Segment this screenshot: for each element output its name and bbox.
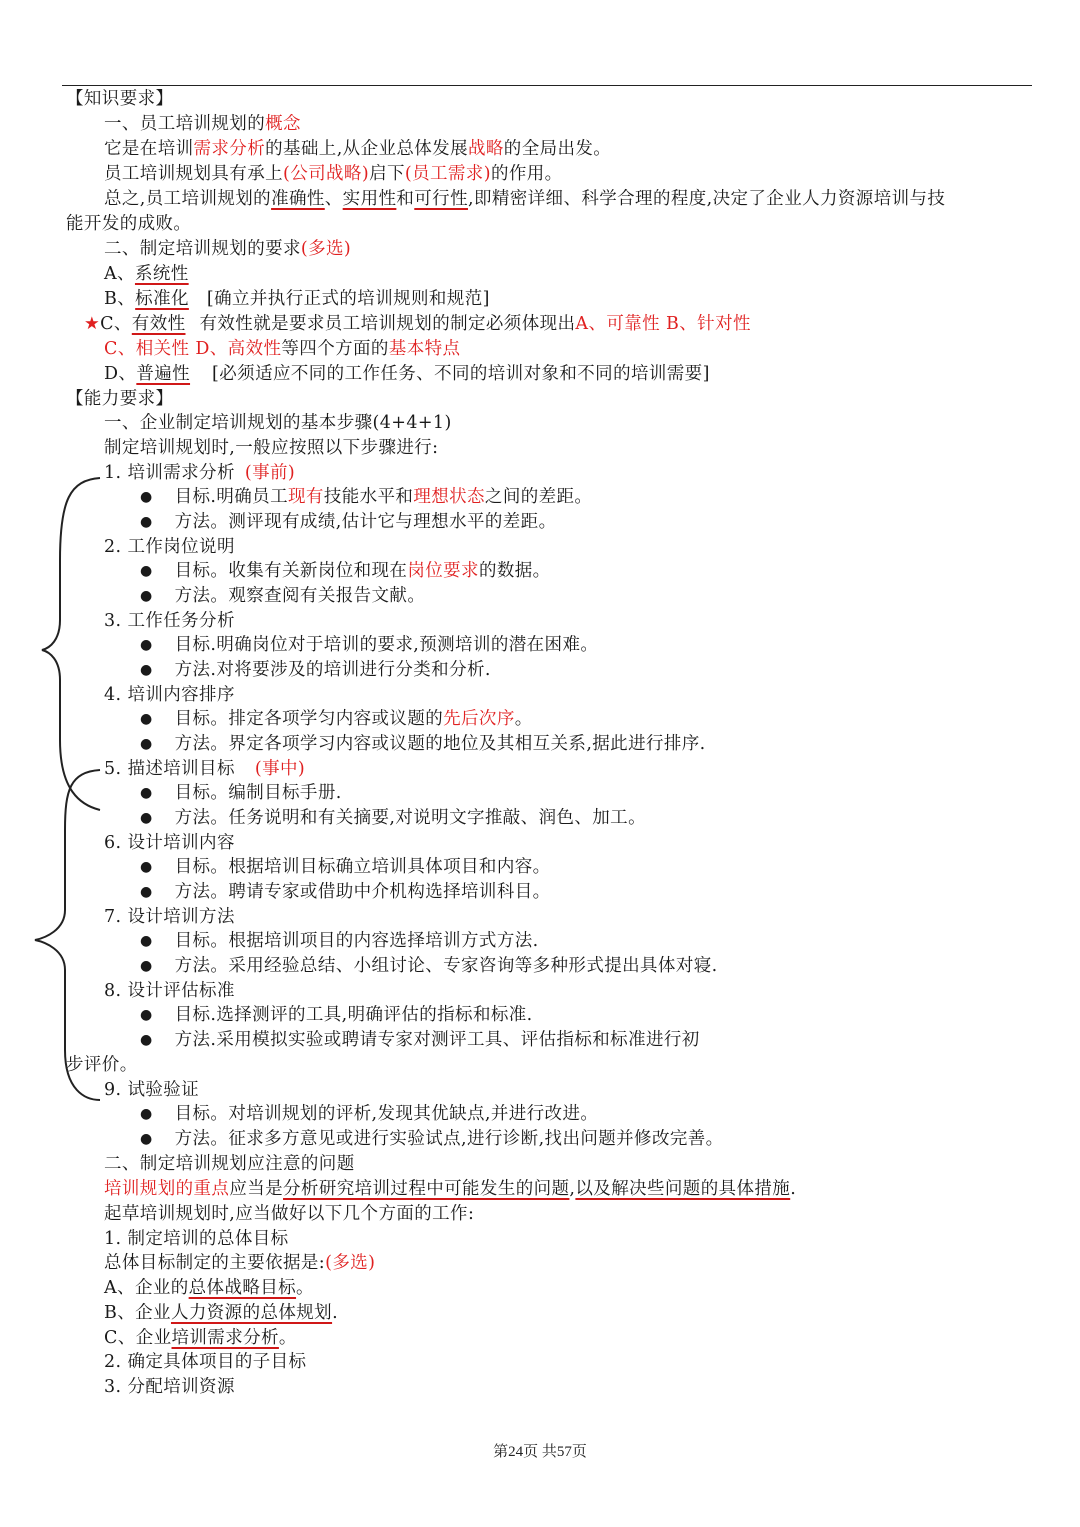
a2-line-4: 总体目标制定的主要依据是:(多选): [104, 1253, 376, 1273]
step-2-title: 2. 工作岗位说明: [104, 537, 235, 557]
step-1-method: ● 方法。测评现有成绩,估计它与理想水平的差距。: [140, 512, 557, 532]
step-8-method-cont: 步评价。: [66, 1055, 138, 1075]
bullet-icon: ●: [140, 736, 153, 752]
k1-line-2: 员工培训规划具有承上(公司战略)启下(员工需求)的作用。: [104, 164, 563, 184]
a1-intro: 制定培训规划时,一般应按照以下步骤进行:: [104, 438, 439, 458]
step-1-title: 1. 培训需求分析 (事前): [104, 463, 296, 483]
k2-item-c-cont: C、相关性 D、高效性等四个方面的基本特点: [104, 339, 461, 359]
bullet-icon: ●: [140, 662, 153, 678]
step-2-method: ● 方法。观察查阅有关报告文献。: [140, 586, 426, 606]
step-6-goal: ● 目标。根据培训目标确立培训具体项目和内容。: [140, 857, 551, 877]
step-4-method: ● 方法。界定各项学习内容或议题的地位及其相互关系,据此进行排序.: [140, 734, 706, 754]
step-3-goal: ● 目标.明确岗位对于培训的要求,预测培训的潜在困难。: [140, 635, 599, 655]
k2-item-c: ★C、有效性 有效性就是要求员工培训规划的制定必须体现出A、可靠性 B、针对性: [84, 314, 751, 334]
k1-title: 一、员工培训规划的概念: [104, 114, 301, 134]
bullet-icon: ●: [140, 1032, 153, 1048]
bullet-icon: ●: [140, 1007, 153, 1023]
a2-item-b: B、企业人力资源的总体规划.: [104, 1303, 339, 1323]
bullet-icon: ●: [140, 563, 153, 579]
step-5-method: ● 方法。任务说明和有关摘要,对说明文字推敲、润色、加工。: [140, 808, 646, 828]
k2-item-a: A、系统性: [104, 264, 189, 284]
k2-item-b: B、标准化 [确立并执行正式的培训规则和规范]: [104, 289, 490, 309]
a2-line-2: 起草培训规划时,应当做好以下几个方面的工作:: [104, 1204, 475, 1224]
step-7-method: ● 方法。采用经验总结、小组讨论、专家咨询等多种形式提出具体对寝.: [140, 956, 718, 976]
step-7-title: 7. 设计培训方法: [104, 907, 235, 927]
step-9-title: 9. 试验验证: [104, 1080, 200, 1100]
step-5-title: 5. 描述培训目标 (事中): [104, 759, 306, 779]
a2-item-c: C、企业培训需求分析。: [104, 1328, 297, 1348]
a2-line-5: 2. 确定具体项目的子目标: [104, 1352, 307, 1372]
star-icon: ★: [84, 314, 101, 334]
bullet-icon: ●: [140, 958, 153, 974]
bullet-icon: ●: [140, 859, 153, 875]
section-heading-ability: 【能力要求】: [66, 389, 174, 409]
bullet-icon: ●: [140, 1106, 153, 1122]
bullet-icon: ●: [140, 810, 153, 826]
a2-line-3: 1. 制定培训的总体目标: [104, 1229, 289, 1249]
a2-item-a: A、企业的总体战略目标。: [104, 1278, 314, 1298]
step-5-goal: ● 目标。编制目标手册.: [140, 783, 342, 803]
step-6-title: 6. 设计培训内容: [104, 833, 235, 853]
bullet-icon: ●: [140, 785, 153, 801]
k2-item-d: D、普遍性 [必须适应不同的工作任务、不同的培训对象和不同的培训需要]: [104, 364, 710, 384]
step-8-method: ● 方法.采用模拟实验或聘请专家对测评工具、评估指标和标准进行初: [140, 1030, 700, 1050]
bullet-icon: ●: [140, 514, 153, 530]
bullet-icon: ●: [140, 1131, 153, 1147]
page-number-footer: 第24页 共57页: [493, 1444, 587, 1460]
a1-title: 一、企业制定培训规划的基本步骤(4+4+1): [104, 413, 452, 433]
k1-line-3: 总之,员工培训规划的准确性、实用性和可行性,即精密详细、科学合理的程度,决定了企业人力资源培训与技: [104, 189, 946, 209]
bullet-icon: ●: [140, 884, 153, 900]
step-8-title: 8. 设计评估标准: [104, 981, 235, 1001]
k2-title: 二、制定培训规划的要求(多选): [104, 239, 352, 259]
step-9-goal: ● 目标。对培训规划的评析,发现其优缺点,并进行改进。: [140, 1104, 599, 1124]
bullet-icon: ●: [140, 711, 153, 727]
step-2-goal: ● 目标。收集有关新岗位和现在岗位要求的数据。: [140, 561, 551, 581]
step-3-method: ● 方法.对将要涉及的培训进行分类和分析.: [140, 660, 491, 680]
a2-line-1: 培训规划的重点应当是分析研究培训过程中可能发生的问题,以及解决些问题的具体措施.: [104, 1179, 797, 1199]
header-rule: [62, 85, 1032, 86]
bullet-icon: ●: [140, 933, 153, 949]
bullet-icon: ●: [140, 637, 153, 653]
step-1-goal: ● 目标.明确员工现有技能水平和理想状态之间的差距。: [140, 487, 593, 507]
step-9-method: ● 方法。征求多方意见或进行实验试点,进行诊断,找出问题并修改完善。: [140, 1129, 724, 1149]
a2-title: 二、制定培训规划应注意的问题: [104, 1154, 355, 1174]
step-4-title: 4. 培训内容排序: [104, 685, 235, 705]
bullet-icon: ●: [140, 489, 153, 505]
bullet-icon: ●: [140, 588, 153, 604]
k1-line-4: 能开发的成败。: [66, 214, 192, 234]
step-8-goal: ● 目标.选择测评的工具,明确评估的指标和标准.: [140, 1005, 533, 1025]
a2-line-6: 3. 分配培训资源: [104, 1377, 235, 1397]
step-4-goal: ● 目标。排定各项学匀内容或议题的先后次序。: [140, 709, 533, 729]
step-6-method: ● 方法。聘请专家或借助中介机构选择培训科目。: [140, 882, 551, 902]
k1-line-1: 它是在培训需求分析的基础上,从企业总体发展战略的全局出发。: [104, 139, 612, 159]
section-heading-knowledge: 【知识要求】: [66, 89, 174, 109]
step-3-title: 3. 工作任务分析: [104, 611, 235, 631]
step-7-goal: ● 目标。根据培训项目的内容选择培训方式方法.: [140, 931, 539, 951]
